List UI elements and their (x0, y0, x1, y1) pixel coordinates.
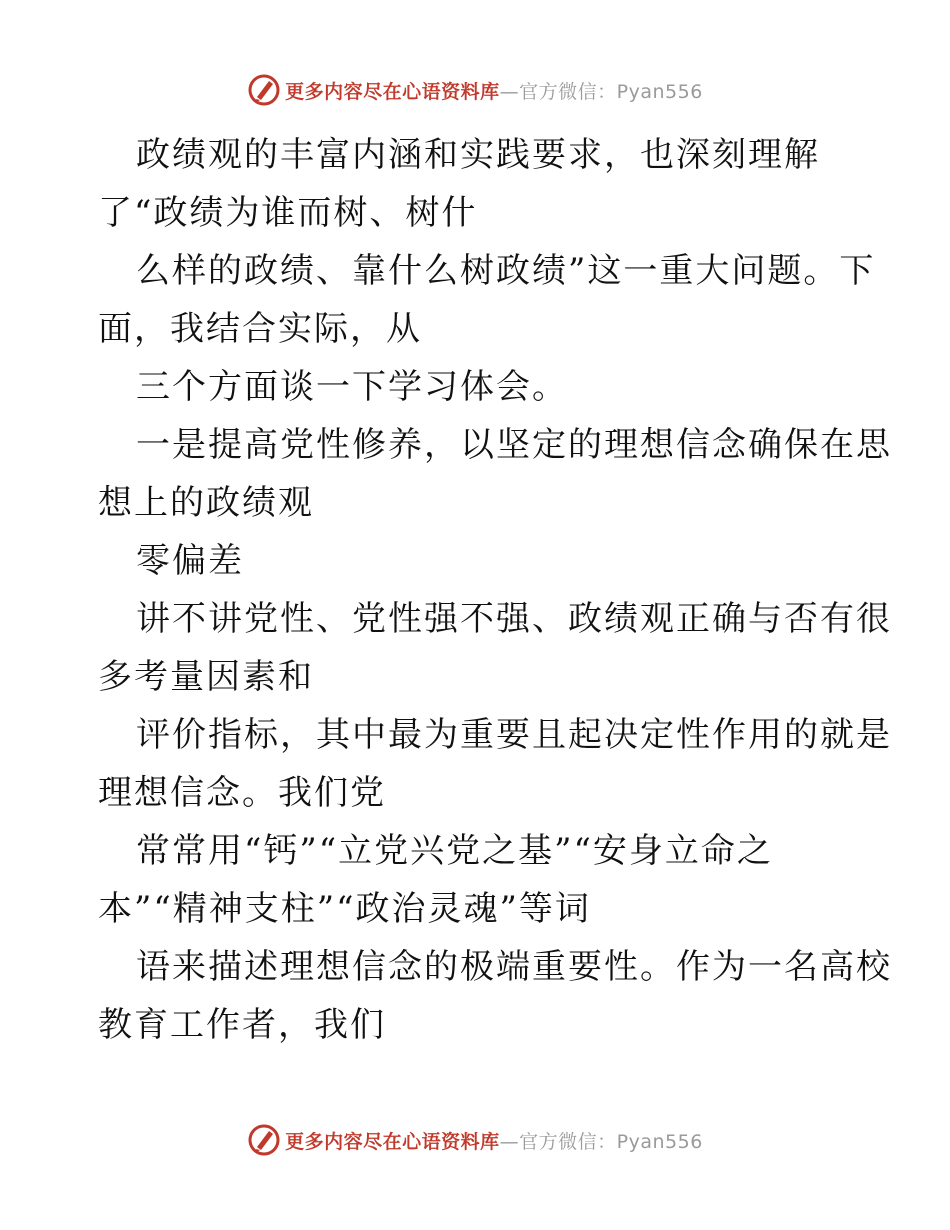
brand-logo-icon (247, 1123, 281, 1157)
footer-text-wechat: —官方微信：Pyan556 (499, 1130, 703, 1153)
paragraph-line: 理想信念。我们党 (98, 773, 386, 813)
footer-banner (0, 1120, 950, 1160)
header-banner (0, 70, 950, 110)
paragraph-line: 多考量因素和 (98, 657, 314, 697)
paragraph-line: 么样的政绩、靠什么树政绩”这一重大问题。下 (136, 251, 876, 291)
paragraph-line: 本”“精神支柱”“政治灵魂”等词 (98, 889, 591, 929)
paragraph-line: 想上的政绩观 (98, 483, 314, 523)
paragraph-line: 语来描述理想信念的极端重要性。作为一名高校 (136, 947, 892, 987)
paragraph-line: 三个方面谈一下学习体会。 (136, 367, 568, 407)
paragraph-line: 了“政绩为谁而树、树什 (98, 193, 478, 233)
header-text-brand: 更多内容尽在心语资料库 (285, 80, 500, 103)
header-text-wechat: —官方微信：Pyan556 (499, 80, 703, 103)
paragraph-line: 面，我结合实际，从 (98, 309, 422, 349)
footer-text-brand: 更多内容尽在心语资料库 (285, 1130, 500, 1153)
paragraph-line: 一是提高党性修养，以坚定的理想信念确保在思 (136, 425, 892, 465)
header-text (285, 77, 703, 104)
paragraph-line: 教育工作者，我们 (98, 1005, 386, 1045)
brand-logo-icon (247, 73, 281, 107)
paragraph-line: 讲不讲党性、党性强不强、政绩观正确与否有很 (136, 599, 892, 639)
paragraph-line: 评价指标，其中最为重要且起决定性作用的就是 (136, 715, 892, 755)
body-text (98, 126, 898, 1054)
footer-text (285, 1127, 703, 1154)
paragraph-line: 零偏差 (136, 541, 244, 581)
paragraph-line: 政绩观的丰富内涵和实践要求，也深刻理解 (136, 135, 820, 175)
paragraph-line: 常常用“钙”“立党兴党之基”“安身立命之 (136, 831, 773, 871)
